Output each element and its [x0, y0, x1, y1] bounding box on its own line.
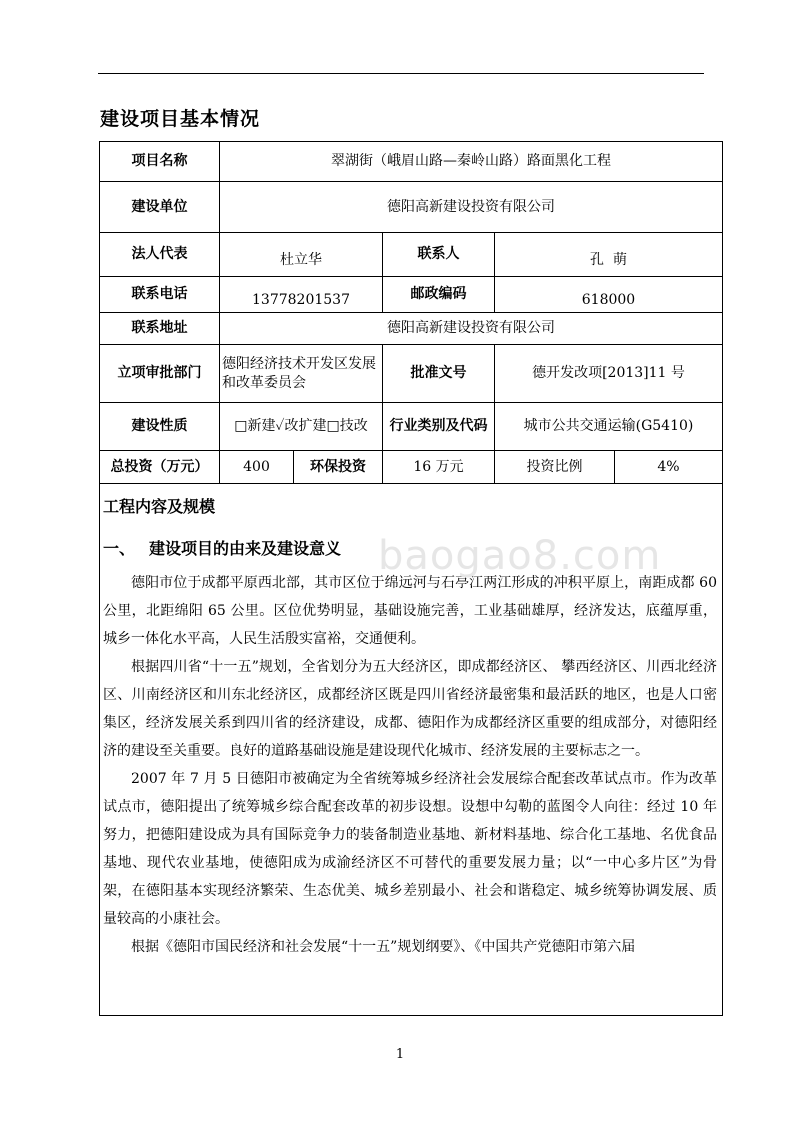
paragraph: 2007 年 7 月 5 日德阳市被确定为全省统筹城乡经济社会发展综合配套改革试点市。作为改革试点市，德阳提出了统筹城乡综合配套改革的初步设想。设想中勾勒的蓝图令人向往：经过 10 年努力，把德阳建设成为具有国际竞争力的装备制造业基地、新材料基地、综合化工基地、名优食品基地、现代农业基地，使德阳成为成渝经济区不可替代的重要发展力量；以“一中心多片区”为骨架，在德阳基本实现经济繁荣、生态优美、城乡差别最小、社会和谐稳定、城乡统筹协调发展、质量较高的小康社会。: [103, 771, 717, 927]
nature-label: 建设性质: [100, 403, 220, 451]
subsection-number: 一、: [103, 539, 136, 558]
approval-dept-value: 德阳经济技术开发区发展和改革委员会: [220, 345, 383, 403]
paragraph: 德阳市位于成都平原西北部，其市区位于绵远河与石亭江两江形成的冲积平原上，南距成都 60 公里，北距绵阳 65 公里。区位优势明显，基础设施完善，工业基础雄厚，经济发达，底蕴厚重，城乡一体化水平高，人民生活殷实富裕，交通便利。: [103, 575, 717, 647]
total-invest-value: 400: [220, 451, 294, 484]
postcode-value: 618000: [495, 277, 723, 313]
approval-dept-label: 立项审批部门: [100, 345, 220, 403]
project-name-value: 翠湖街（峨眉山路—秦岭山路）路面黑化工程: [220, 142, 723, 182]
subsection-text: 建设项目的由来及建设意义: [149, 539, 342, 558]
legal-rep-label: 法人代表: [100, 233, 220, 277]
builder-label: 建设单位: [100, 182, 220, 233]
builder-value: 德阳高新建设投资有限公司: [220, 182, 723, 233]
total-invest-label: 总投资（万元）: [100, 451, 220, 484]
legal-rep-value: 杜立华: [220, 233, 383, 277]
subsection-title: [103, 536, 341, 559]
paragraph: 根据《德阳市国民经济和社会发展“十一五”规划纲要》、《中国共产党德阳市第六届: [131, 939, 636, 955]
contact-value: 孔 萌: [495, 233, 723, 277]
phone-label: 联系电话: [100, 277, 220, 313]
watermark-text: baogao8.com: [378, 533, 662, 579]
ratio-value: 4%: [615, 451, 723, 484]
project-info-table: [99, 141, 723, 484]
ratio-label: 投资比例: [495, 451, 615, 484]
env-invest-value: 16 万元: [383, 451, 495, 484]
address-value: 德阳高新建设投资有限公司: [220, 313, 723, 345]
industry-label: 行业类别及代码: [383, 403, 495, 451]
approval-no-label: 批准文号: [383, 345, 495, 403]
page-number: 1: [395, 1047, 405, 1062]
section-title: 工程内容及规模: [103, 497, 216, 516]
phone-value: 13778201537: [220, 277, 383, 313]
env-invest-label: 环保投资: [294, 451, 383, 484]
header-rule: [98, 73, 704, 74]
project-name-label: 项目名称: [100, 142, 220, 182]
nature-value: □新建✓改扩建□技改: [220, 403, 383, 451]
contact-label: 联系人: [383, 233, 495, 277]
address-label: 联系地址: [100, 313, 220, 345]
postcode-label: 邮政编码: [383, 277, 495, 313]
paragraph: 根据四川省“十一五”规划，全省划分为五大经济区，即成都经济区、 攀西经济区、川西北经济区、川南经济区和川东北经济区，成都经济区既是四川省经济最密集和最活跃的地区，也是人口密集区，经济发展关系到四川省的经济建设，成都、德阳作为成都经济区重要的组成部分，对德阳经济的建设至关重要。良好的道路基础设施是建设现代化城市、经济发展的主要标志之一。: [103, 659, 717, 759]
industry-value: 城市公共交通运输(G5410): [495, 403, 723, 451]
approval-no-value: 德开发改项[2013]11 号: [495, 345, 723, 403]
body-paragraphs: [103, 569, 717, 961]
document-title: 建设项目基本情况: [100, 108, 261, 130]
